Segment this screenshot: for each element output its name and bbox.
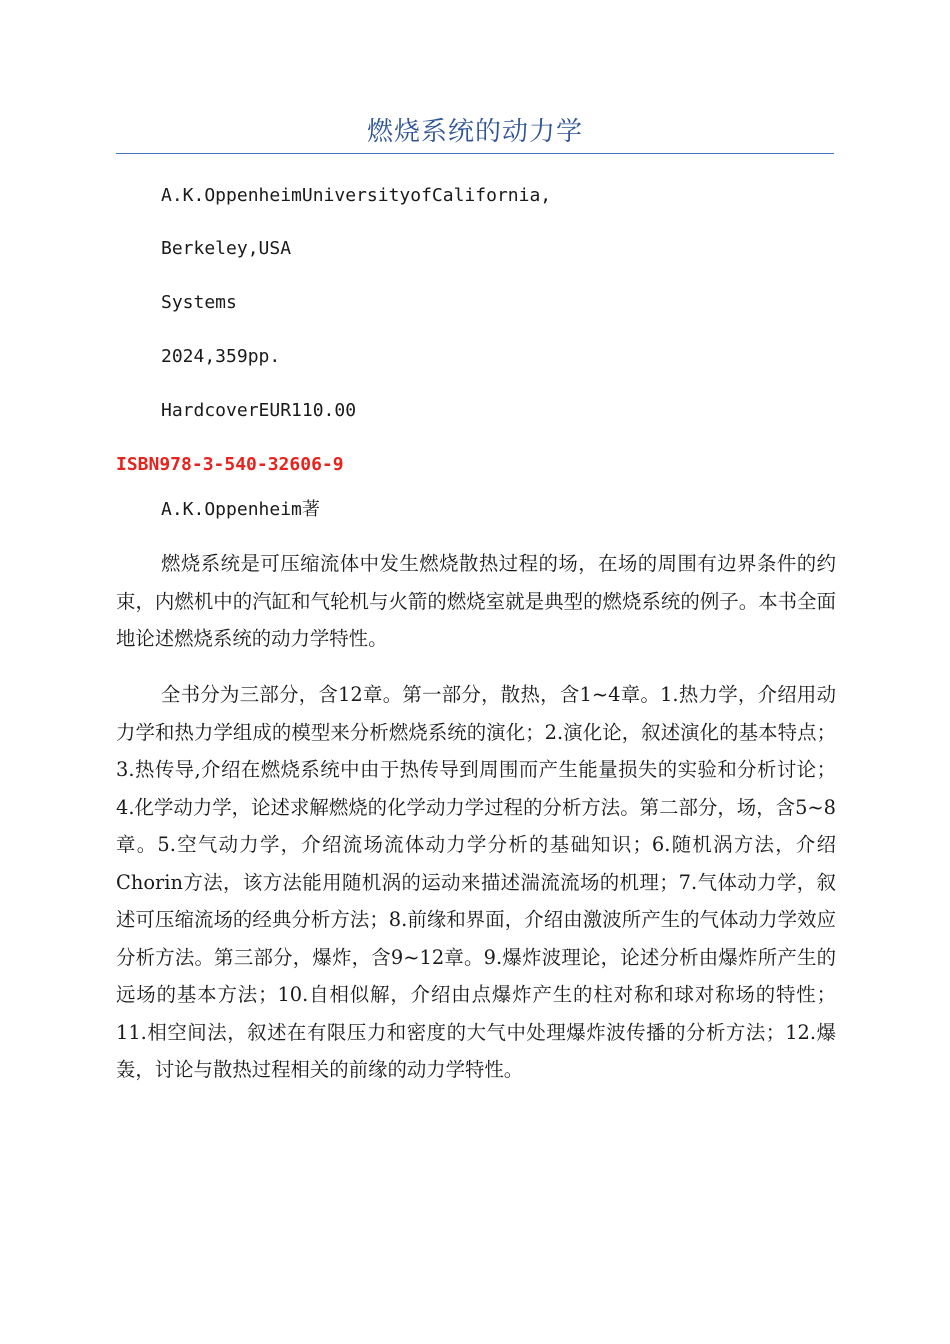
intro-paragraph: 燃烧系统是可压缩流体中发生燃烧散热过程的场，在场的周围有边界条件的约束，内燃机中的汽缸和气轮机与火箭的燃烧室就是典型的燃烧系统的例子。本书全面地论述燃烧系统的动力学特性。 bbox=[116, 552, 836, 650]
meta-line-year-pages: 2024,359pp. bbox=[161, 346, 281, 367]
document-title: 燃烧系统的动力学 bbox=[366, 117, 583, 147]
meta-line-price: HardcoverEUR110.00 bbox=[161, 400, 357, 421]
meta-line-series: Systems bbox=[161, 292, 237, 313]
author-line: A.K.Oppenheim著 bbox=[161, 499, 320, 520]
contents-paragraph: 全书分为三部分，含12章。第一部分，散热，含1~4章。1.热力学，介绍用动力学和热力学组成的模型来分析燃烧系统的演化；2.演化论，叙述演化的基本特点；3.热传导,介绍在燃烧系统中由于热传导到周围而产生能量损失的实验和分析讨论；4.化学动力学，论述求解燃烧的化学动力学过程的分析方法。第二部分，场，含5~8章。5.空气动力学，介绍流场流体动力学分析的基础知识；6.随机涡方法，介绍Chorin方法，该方法能用随机涡的运动来描述湍流流场的机理；7.气体动力学，叙述可压缩流场的经典分析方法；8.前缘和界面，介绍由激波所产生的气体动力学效应分析方法。第三部分，爆炸，含9~12章。9.爆炸波理论，论述分析由爆炸所产生的远场的基本方法；10.自相似解，介绍由点爆炸产生的柱对称和球对称场的特性；11.相空间法，叙述在有限压力和密度的大气中处理爆炸波传播的分析方法；12.爆轰，讨论与散热过程相关的前缘的动力学特性。 bbox=[116, 683, 836, 1081]
isbn-line: ISBN978-3-540-32606-9 bbox=[116, 454, 344, 475]
meta-line-affiliation: A.K.OppenheimUniversityofCalifornia, bbox=[161, 185, 552, 206]
meta-line-location: Berkeley,USA bbox=[161, 238, 292, 259]
title-underline-rule bbox=[116, 153, 834, 154]
